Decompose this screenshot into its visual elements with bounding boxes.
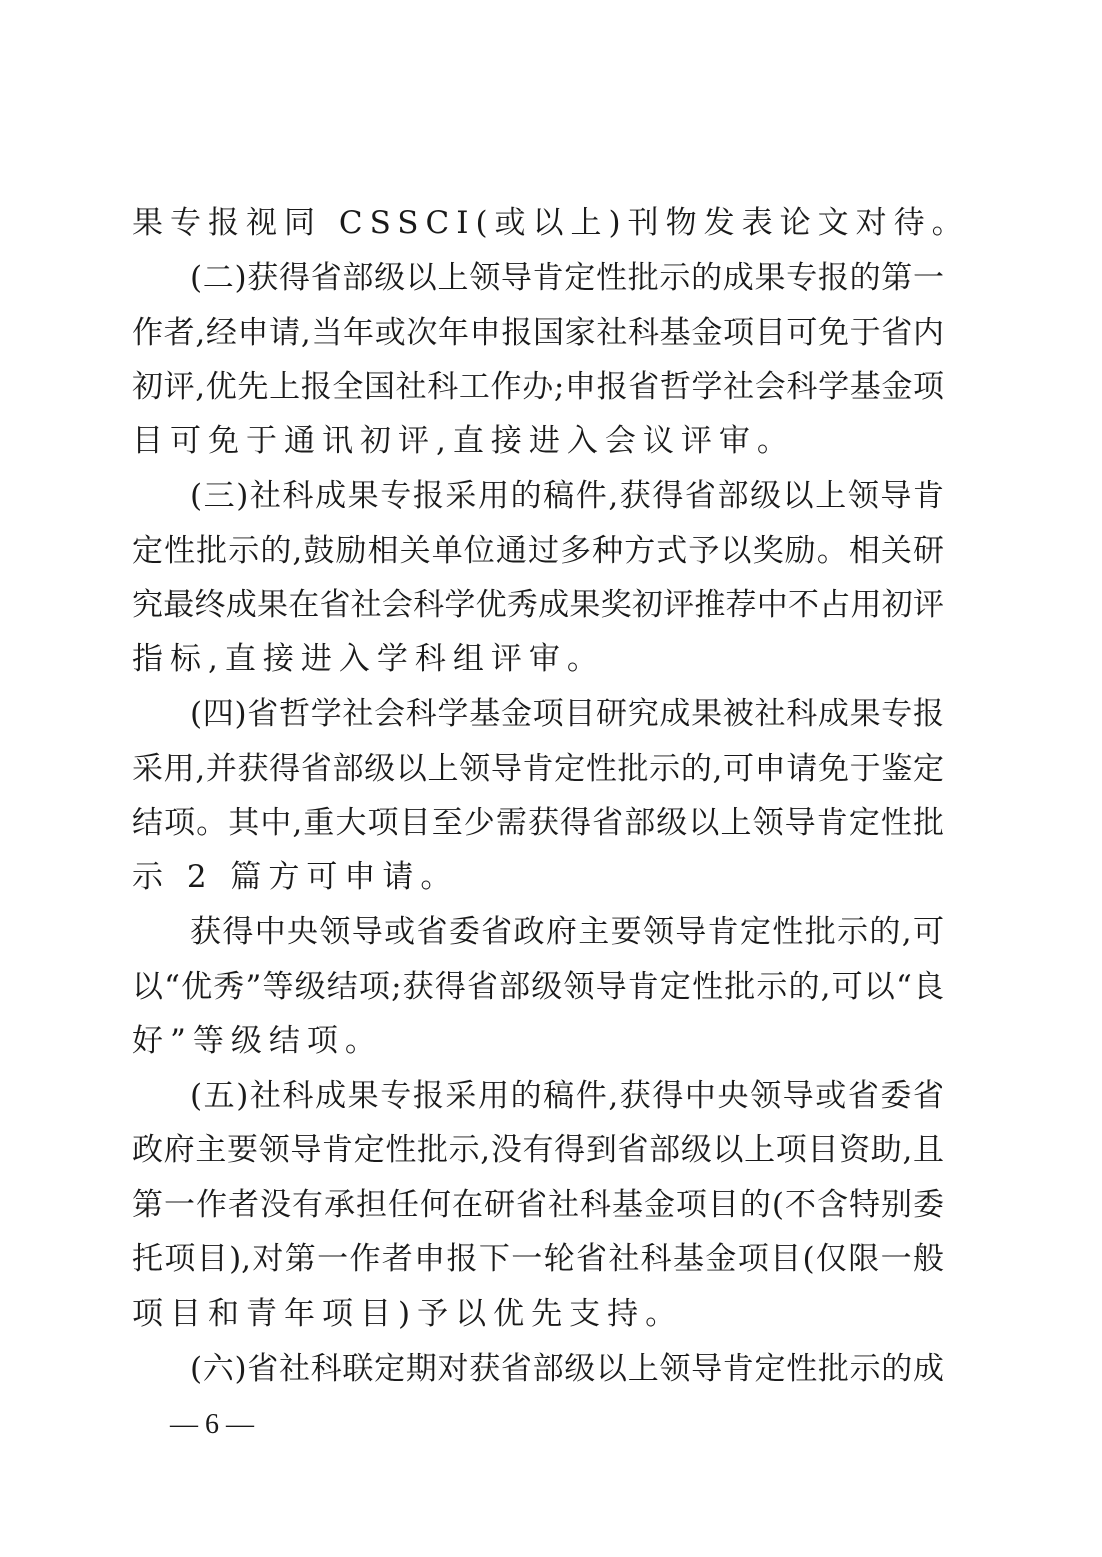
text-line: 以“优秀”等级结项;获得省部级领导肯定性批示的,可以“良 xyxy=(132,969,944,1005)
text-line: 究最终成果在省社会科学优秀成果奖初评推荐中不占用初评 xyxy=(132,587,944,623)
paragraph-7-line: (六)省社科联定期对获省部级以上领导肯定性批示的成 xyxy=(190,1351,944,1387)
paragraph-6-line: (五)社科成果专报采用的稿件,获得中央领导或省委省 xyxy=(190,1078,944,1114)
paragraph-5-line: 获得中央领导或省委省政府主要领导肯定性批示的,可 xyxy=(190,914,944,950)
paragraph-4-line: (四)省哲学社会科学基金项目研究成果被社科成果专报 xyxy=(190,696,944,732)
text-line: 托项目),对第一作者申报下一轮省社科基金项目(仅限一般 xyxy=(132,1241,944,1277)
text-line: 作者,经申请,当年或次年申报国家社科基金项目可免于省内 xyxy=(132,315,944,351)
paragraph-3-line: (三)社科成果专报采用的稿件,获得省部级以上领导肯 xyxy=(190,478,944,514)
text-line: 定性批示的,鼓励相关单位通过多种方式予以奖励。相关研 xyxy=(132,533,944,569)
text-line: 结项。其中,重大项目至少需获得省部级以上领导肯定性批 xyxy=(132,805,944,841)
text-line: 示 2 篇方可申请。 xyxy=(132,859,459,895)
text-line: 项目和青年项目)予以优先支持。 xyxy=(132,1296,684,1332)
paragraph-2-line: (二)获得省部级以上领导肯定性批示的成果专报的第一 xyxy=(190,260,944,296)
page-number: — 6 — xyxy=(170,1409,254,1440)
text-line: 目可免于通讯初评,直接进入会议评审。 xyxy=(132,423,795,459)
text-line: 指标,直接进入学科组评审。 xyxy=(132,641,605,677)
text-line: 第一作者没有承担任何在研省社科基金项目的(不含特别委 xyxy=(132,1187,944,1223)
text-line: 初评,优先上报全国社科工作办;申报省哲学社会科学基金项 xyxy=(132,369,944,405)
text-line: 政府主要领导肯定性批示,没有得到省部级以上项目资助,且 xyxy=(132,1132,944,1168)
text-line: 果专报视同 CSSCI(或以上)刊物发表论文对待。 xyxy=(132,205,970,241)
text-line: 采用,并获得省部级以上领导肯定性批示的,可申请免于鉴定 xyxy=(132,751,944,787)
text-line: 好”等级结项。 xyxy=(132,1023,383,1059)
